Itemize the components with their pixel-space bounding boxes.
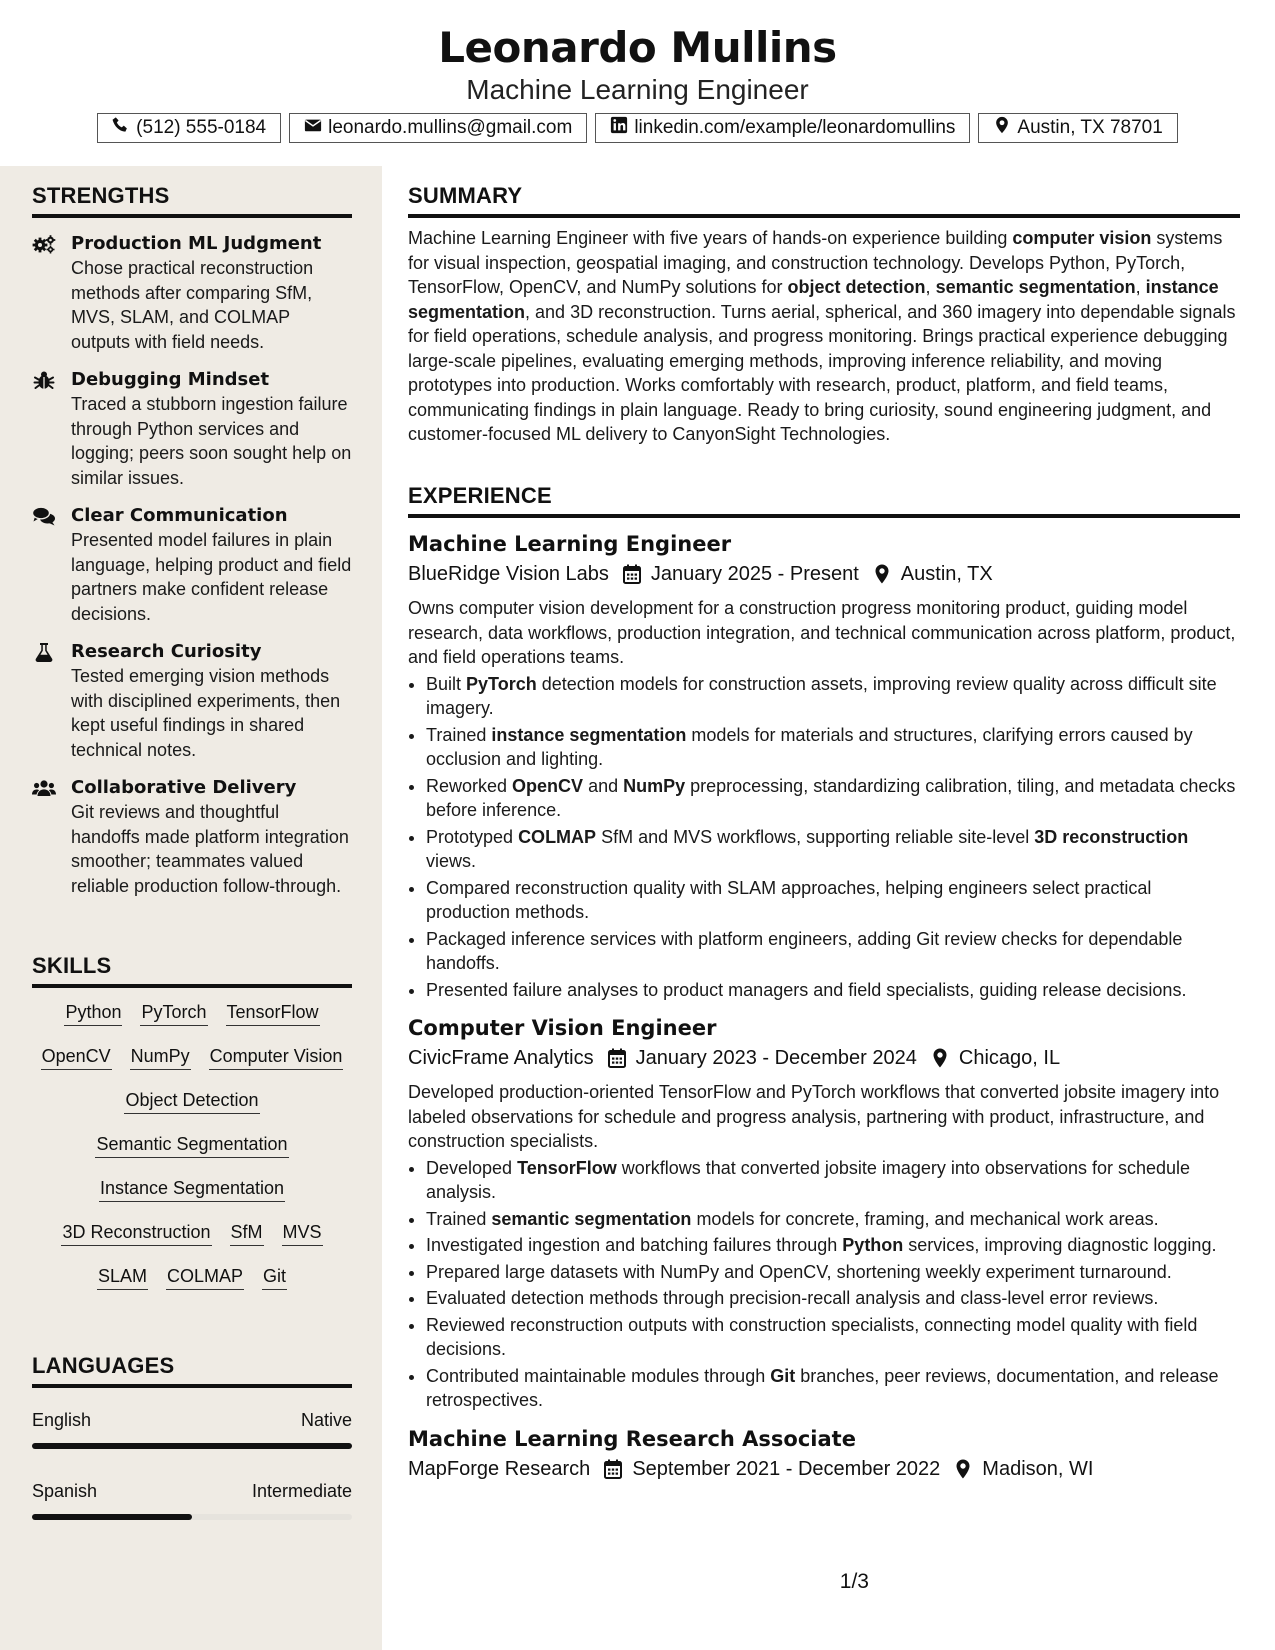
skill-chip: Git — [262, 1264, 287, 1290]
summary-section — [408, 182, 1240, 447]
job-bullet: • Reworked OpenCV and NumPy preprocessing, standardizing calibration, tiling, and metadata checks before inference. — [426, 774, 1240, 823]
language-level: Native — [300, 1410, 352, 1430]
candidate-name: Leonardo Mullins — [438, 23, 837, 72]
strength-title: Collaborative Delivery — [71, 777, 297, 798]
skill-chip: 3D Reconstruction — [61, 1220, 211, 1246]
skill-chip: Instance Segmentation — [99, 1176, 285, 1202]
strength-title: Clear Communication — [71, 505, 288, 526]
language-item — [32, 1479, 352, 1520]
candidate-title: Machine Learning Engineer — [466, 74, 809, 105]
summary-text: Machine Learning Engineer with five years of hands-on experience building computer vision systems for visual inspection, geospatial imaging, and construction technology. Develops Python, PyTorch, TensorFlow, OpenCV, and NumPy solutions for object detection, semantic segmentation, instance segmentation, and 3D reconstruction. Turns aerial, spherical, and 360 imagery into dependable signals for field operations, schedule analysis, and progress monitoring. Brings practical experience debugging large-scale pipelines, evaluating emerging methods, improving inference reliability, and moving prototypes into production. Works comfortably with research, product, platform, and field teams, communicating findings in plain language. Ready to bring curiosity, sound engineering judgment, and customer-focused ML delivery to CanyonSight Technologies. — [408, 228, 1236, 444]
gears-icon — [32, 234, 56, 254]
map-pin-icon — [873, 564, 891, 584]
job-entry — [408, 1014, 1240, 1413]
main-content — [408, 166, 1240, 1650]
job-meta — [408, 560, 1240, 588]
strength-desc: Tested emerging vision methods with disciplined experiments, then kept useful findings in shared technical notes. — [71, 666, 341, 760]
skill-chip: Python — [64, 1000, 122, 1026]
job-bullet: • Reviewed reconstruction outputs with construction specialists, connecting model quality with field decisions. — [426, 1313, 1240, 1362]
skill-chip: NumPy — [130, 1044, 191, 1070]
skills-list — [32, 1000, 352, 1290]
job-dates: September 2021 - December 2022 — [632, 1457, 941, 1480]
job-location: Madison, WI — [982, 1457, 1094, 1480]
job-bullets — [408, 1156, 1240, 1413]
job-bullet: • Contributed maintainable modules through Git branches, peer reviews, documentation, and release retrospectives. — [426, 1364, 1240, 1413]
language-item — [32, 1408, 352, 1449]
skill-chip: OpenCV — [41, 1044, 112, 1070]
job-dates: January 2023 - December 2024 — [635, 1047, 917, 1069]
strength-title: Debugging Mindset — [71, 369, 270, 390]
language-level: Intermediate — [251, 1481, 352, 1501]
job-bullet: • Investigated ingestion and batching failures through Python services, improving diagnostic logging. — [426, 1233, 1240, 1258]
strength-desc: Presented model failures in plain language, helping product and field partners make confident release decisions. — [71, 530, 352, 624]
job-company: CivicFrame Analytics — [408, 1047, 594, 1069]
sidebar — [0, 166, 382, 1650]
experience-section — [408, 482, 1240, 1483]
job-bullet: • Trained instance segmentation models for materials and structures, clarifying errors caused by occlusion and lighting. — [426, 723, 1240, 772]
job-bullets — [408, 672, 1240, 1003]
map-pin-icon — [954, 1459, 972, 1479]
map-pin-icon — [931, 1048, 949, 1068]
language-name: English — [32, 1410, 92, 1430]
skill-chip: TensorFlow — [226, 1000, 320, 1026]
strength-title: Research Curiosity — [71, 641, 262, 662]
language-proficiency-bar — [32, 1443, 352, 1449]
contact-location — [978, 113, 1177, 143]
phone-icon — [112, 116, 130, 140]
job-bullet: • Compared reconstruction quality with SLAM approaches, helping engineers select practical production methods. — [426, 876, 1240, 925]
skills-section — [32, 952, 352, 1290]
bug-icon — [32, 370, 56, 390]
job-meta — [408, 1455, 1240, 1483]
strength-item — [32, 232, 352, 354]
contact-location-text: Austin, TX 78701 — [1017, 117, 1163, 138]
skills-heading: SKILLS — [32, 952, 352, 988]
job-bullet: • Developed TensorFlow workflows that converted jobsite imagery into observations for schedule analysis. — [426, 1156, 1240, 1205]
calendar-icon — [623, 564, 641, 584]
job-bullet: • Prototyped COLMAP SfM and MVS workflows, supporting reliable site-level 3D reconstruction views. — [426, 825, 1240, 874]
job-entry — [408, 1425, 1240, 1483]
summary-heading: SUMMARY — [408, 182, 1240, 218]
skill-chip: Computer Vision — [209, 1044, 344, 1070]
job-title: Computer Vision Engineer — [408, 1016, 717, 1040]
skill-chip: Semantic Segmentation — [95, 1132, 288, 1158]
contact-email-text[interactable]: leonardo.mullins@gmail.com — [328, 117, 573, 138]
job-description: Developed production-oriented TensorFlow and PyTorch workflows that converted jobsite imagery into labeled observations for schedule and progress analysis, partnering with product, infrastructure, and construction specialists. — [408, 1082, 1220, 1151]
contact-phone — [97, 113, 281, 143]
languages-heading: LANGUAGES — [32, 1352, 352, 1388]
job-location: Chicago, IL — [958, 1047, 1061, 1069]
strength-title: Production ML Judgment — [71, 233, 322, 254]
skill-chip: COLMAP — [166, 1264, 244, 1290]
skill-chip: MVS — [282, 1220, 323, 1246]
languages-section — [32, 1352, 352, 1520]
strengths-heading: STRENGTHS — [32, 182, 352, 218]
flask-icon — [32, 642, 56, 662]
job-bullet: • Evaluated detection methods through precision-recall analysis and class-level error reviews. — [426, 1286, 1240, 1311]
strength-item — [32, 640, 352, 762]
job-bullet: • Presented failure analyses to product managers and field specialists, guiding release decisions. — [426, 978, 1240, 1003]
skill-chip: SfM — [230, 1220, 264, 1246]
calendar-icon — [604, 1459, 622, 1479]
job-title: Machine Learning Research Associate — [408, 1426, 856, 1451]
job-bullet: • Built PyTorch detection models for construction assets, improving review quality across difficult site imagery. — [426, 672, 1240, 721]
strength-item — [32, 504, 352, 626]
language-proficiency-bar — [32, 1514, 352, 1520]
job-bullet: • Packaged inference services with platform engineers, adding Git review checks for dependable handoffs. — [426, 927, 1240, 976]
contact-bar — [0, 113, 1275, 143]
job-location: Austin, TX — [900, 563, 993, 585]
experience-heading: EXPERIENCE — [408, 482, 1240, 518]
job-entry — [408, 530, 1240, 1002]
job-bullet: • Trained semantic segmentation models for concrete, framing, and mechanical work areas. — [426, 1207, 1240, 1232]
job-bullet: • Prepared large datasets with NumPy and OpenCV, shortening weekly experiment turnaround. — [426, 1260, 1240, 1285]
skill-chip: Object Detection — [124, 1088, 259, 1114]
envelope-icon — [304, 116, 322, 140]
strength-desc: Chose practical reconstruction methods after comparing SfM, MVS, SLAM, and COLMAP outputs with field needs. — [71, 258, 314, 352]
job-dates: January 2025 - Present — [650, 563, 859, 585]
job-meta — [408, 1044, 1240, 1072]
linkedin-icon — [610, 116, 628, 140]
resume-header — [0, 0, 1275, 166]
map-pin-icon — [993, 116, 1011, 140]
contact-linkedin-text[interactable]: linkedin.com/example/leonardomullins — [634, 117, 956, 138]
strength-item — [32, 776, 352, 898]
job-title: Machine Learning Engineer — [408, 532, 732, 556]
skill-chip: PyTorch — [140, 1000, 207, 1026]
job-company: MapForge Research — [408, 1457, 591, 1480]
strength-item — [32, 368, 352, 490]
users-icon — [32, 778, 56, 798]
calendar-icon — [608, 1048, 626, 1068]
strength-desc: Git reviews and thoughtful handoffs made platform integration smoother; teammates valued reliable production follow-through. — [71, 802, 349, 896]
language-proficiency-fill — [32, 1443, 352, 1449]
contact-email[interactable] — [289, 113, 587, 143]
page-number: 1/3 — [839, 1570, 869, 1593]
comments-icon — [32, 506, 56, 526]
contact-phone-text: (512) 555-0184 — [136, 117, 267, 138]
skill-chip: SLAM — [97, 1264, 148, 1290]
job-company: BlueRidge Vision Labs — [408, 563, 609, 585]
job-description: Owns computer vision development for a construction progress monitoring product, guiding model research, data workflows, production integration, and technical communication across platform, product, and field operations teams. — [408, 598, 1236, 667]
contact-linkedin[interactable] — [595, 113, 970, 143]
strengths-section — [32, 182, 352, 898]
language-proficiency-fill — [32, 1514, 192, 1520]
strength-desc: Traced a stubborn ingestion failure through Python services and logging; peers soon sought help on similar issues. — [71, 394, 352, 488]
language-name: Spanish — [32, 1481, 98, 1501]
